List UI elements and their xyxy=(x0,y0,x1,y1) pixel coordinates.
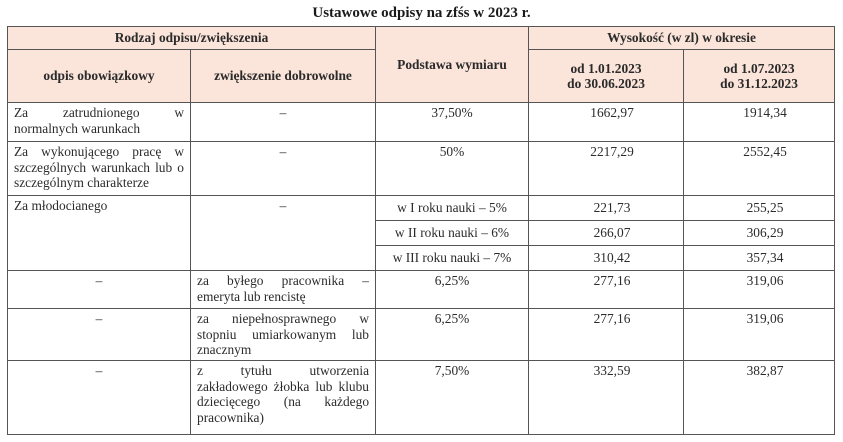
cell-period-1: 277,16 xyxy=(529,271,684,309)
period-2-from: od 1.07.2023 xyxy=(723,60,795,76)
cell-mandatory: – xyxy=(8,309,191,361)
cell-basis: 50% xyxy=(376,142,529,196)
header-basis: Podstawa wymiaru xyxy=(376,27,529,103)
zfss-allowance-table xyxy=(7,26,835,435)
table-row xyxy=(8,361,835,435)
cell-basis: w III roku nauki – 7% xyxy=(376,246,529,271)
table-row xyxy=(8,142,835,196)
cell-period-2: 255,25 xyxy=(684,196,835,221)
cell-period-1: 1662,97 xyxy=(529,103,684,142)
cell-voluntary: za niepełnosprawnego w stopniu umiarkowanym lub znacznym xyxy=(191,309,376,361)
cell-basis: 7,50% xyxy=(376,361,529,435)
cell-period-2: 319,06 xyxy=(684,271,835,309)
cell-period-1: 2217,29 xyxy=(529,142,684,196)
table-row xyxy=(8,271,835,309)
header-type-group: Rodzaj odpisu/zwiększenia xyxy=(8,27,376,50)
cell-voluntary: – xyxy=(191,142,376,196)
cell-period-1: 221,73 xyxy=(529,196,684,221)
cell-period-2: 319,06 xyxy=(684,309,835,361)
cell-period-1: 277,16 xyxy=(529,309,684,361)
header-period-1 xyxy=(529,50,684,103)
table-row xyxy=(8,196,835,221)
cell-mandatory: – xyxy=(8,271,191,309)
table-row xyxy=(8,103,835,142)
header-period-2 xyxy=(684,50,835,103)
cell-mandatory: Za wykonującego pracę w szczególnych warunkach lub o szczególnym charakterze xyxy=(8,142,191,196)
cell-basis: 6,25% xyxy=(376,271,529,309)
cell-basis: w II roku nauki – 6% xyxy=(376,221,529,246)
period-2-to: do 31.12.2023 xyxy=(720,76,798,91)
cell-period-2: 306,29 xyxy=(684,221,835,246)
cell-basis: w I roku nauki – 5% xyxy=(376,196,529,221)
cell-period-1: 332,59 xyxy=(529,361,684,435)
header-mandatory: odpis obowiązkowy xyxy=(8,50,191,103)
cell-voluntary: za byłego pracownika – emeryta lub rencistę xyxy=(191,271,376,309)
period-1-to: do 30.06.2023 xyxy=(567,76,645,91)
period-1-from: od 1.01.2023 xyxy=(570,60,642,76)
cell-period-2: 357,34 xyxy=(684,246,835,271)
cell-mandatory: Za młodocianego xyxy=(8,196,191,271)
cell-voluntary: – xyxy=(191,103,376,142)
header-amount-group: Wysokość (w zl) w okresie xyxy=(529,27,835,50)
header-voluntary: zwiększenie dobrowolne xyxy=(191,50,376,103)
cell-period-2: 1914,34 xyxy=(684,103,835,142)
cell-basis: 6,25% xyxy=(376,309,529,361)
cell-period-2: 2552,45 xyxy=(684,142,835,196)
cell-period-1: 266,07 xyxy=(529,221,684,246)
cell-mandatory: – xyxy=(8,361,191,435)
cell-voluntary: – xyxy=(191,196,376,271)
table-title: Ustawowe odpisy na zfśs w 2023 r. xyxy=(312,5,531,21)
table-row xyxy=(8,309,835,361)
cell-voluntary: z tytułu utworzenia zakładowego żłobka lub klubu dziecięcego (na każdego pracownika) xyxy=(191,361,376,435)
cell-period-1: 310,42 xyxy=(529,246,684,271)
cell-period-2: 382,87 xyxy=(684,361,835,435)
cell-mandatory: Za zatrudnionego w normalnych warunkach xyxy=(8,103,191,142)
cell-basis: 37,50% xyxy=(376,103,529,142)
